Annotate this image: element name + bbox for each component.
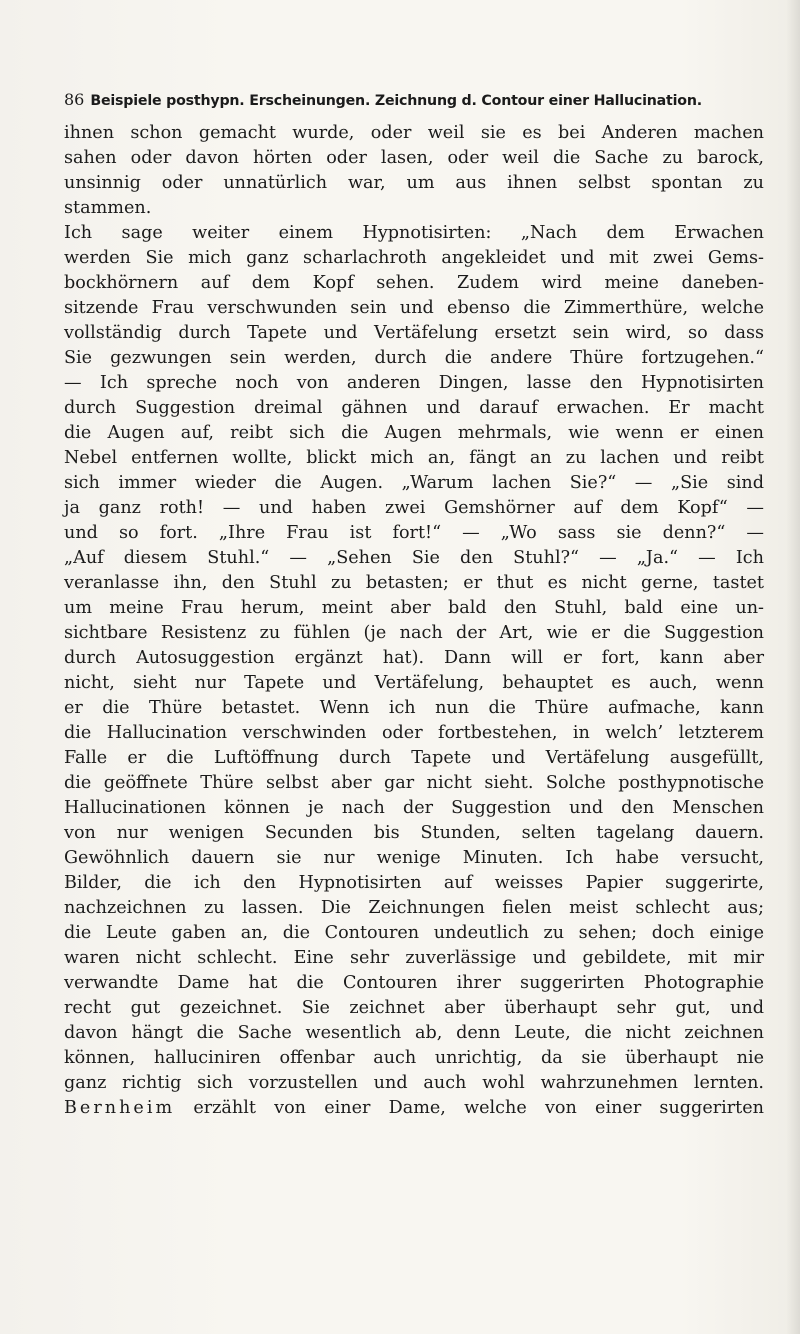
running-header	[64, 90, 764, 109]
text-line: nicht, sieht nur Tapete und Vertäfelung, behauptet es auch, wenn	[64, 673, 764, 693]
text-line: ja ganz roth! — und haben zwei Gemshörner auf dem Kopf“ —	[64, 498, 764, 518]
text-line: verwandte Dame hat die Contouren ihrer suggerirten Photographie	[64, 973, 764, 993]
text-line: bockhörnern auf dem Kopf sehen. Zudem wird meine daneben-	[64, 273, 764, 293]
text-line: Falle er die Luftöffnung durch Tapete und Vertäfelung ausgefüllt,	[64, 748, 764, 768]
page-edge-shadow	[786, 0, 800, 1334]
text-line: „Auf diesem Stuhl.“ — „Sehen Sie den Stuhl?“ — „Ja.“ — Ich	[64, 548, 764, 568]
text-line: können, halluciniren offenbar auch unrichtig, da sie überhaupt nie	[64, 1048, 764, 1068]
text-line: stammen.	[64, 198, 152, 218]
text-line: waren nicht schlecht. Eine sehr zuverlässige und gebildete, mit mir	[64, 948, 764, 968]
text-line: sahen oder davon hörten oder lasen, oder weil die Sache zu barock,	[64, 148, 764, 168]
text-line: durch Suggestion dreimal gähnen und darauf erwachen. Er macht	[64, 398, 764, 418]
text-line: und so fort. „Ihre Frau ist fort!“ — „Wo sass sie denn?“ —	[64, 523, 764, 543]
text-line: Hallucinationen können je nach der Suggestion und den Menschen	[64, 798, 764, 818]
text-line: Ich sage weiter einem Hypnotisirten: „Nach dem Erwachen	[64, 223, 764, 243]
text-line: veranlasse ihn, den Stuhl zu betasten; er thut es nicht gerne, tastet	[64, 573, 764, 593]
author-name-spaced: Bernheim	[64, 1098, 176, 1118]
text-line: Bilder, die ich den Hypnotisirten auf weisses Papier suggerirte,	[64, 873, 764, 893]
text-line	[64, 1096, 764, 1121]
text-line: sich immer wieder die Augen. „Warum lachen Sie?“ — „Sie sind	[64, 473, 764, 493]
text-line: er die Thüre betastet. Wenn ich nun die Thüre aufmache, kann	[64, 698, 764, 718]
page-number: 86	[64, 90, 85, 109]
running-title: Beispiele posthypn. Erscheinungen. Zeichnung d. Contour einer Hallucination.	[90, 93, 702, 109]
body-text	[64, 121, 764, 1121]
text-line: ihnen schon gemacht wurde, oder weil sie es bei Anderen machen	[64, 123, 764, 143]
text-line: die Augen auf, reibt sich die Augen mehrmals, wie wenn er einen	[64, 423, 764, 443]
text-line: die Leute gaben an, die Contouren undeutlich zu sehen; doch einige	[64, 923, 764, 943]
text-line: durch Autosuggestion ergänzt hat). Dann will er fort, kann aber	[64, 648, 764, 668]
text-line-rest: erzählt von einer Dame, welche von einer suggerirten	[175, 1098, 764, 1118]
text-line: recht gut gezeichnet. Sie zeichnet aber überhaupt sehr gut, und	[64, 998, 764, 1018]
text-line: Nebel entfernen wollte, blickt mich an, fängt an zu lachen und reibt	[64, 448, 764, 468]
text-line: die Hallucination verschwinden oder fortbestehen, in welch’ letzterem	[64, 723, 764, 743]
text-line: werden Sie mich ganz scharlachroth angekleidet und mit zwei Gems-	[64, 248, 764, 268]
text-line: unsinnig oder unnatürlich war, um aus ihnen selbst spontan zu	[64, 173, 764, 193]
text-line: davon hängt die Sache wesentlich ab, denn Leute, die nicht zeichnen	[64, 1023, 764, 1043]
text-line: von nur wenigen Secunden bis Stunden, selten tagelang dauern.	[64, 823, 764, 843]
text-line: — Ich spreche noch von anderen Dingen, lasse den Hypnotisirten	[64, 373, 764, 393]
text-line: sitzende Frau verschwunden sein und ebenso die Zimmerthüre, welche	[64, 298, 764, 318]
text-line: ganz richtig sich vorzustellen und auch wohl wahrzunehmen lernten.	[64, 1073, 764, 1093]
text-line: Gewöhnlich dauern sie nur wenige Minuten. Ich habe versucht,	[64, 848, 764, 868]
text-line: sichtbare Resistenz zu fühlen (je nach der Art, wie er die Suggestion	[64, 623, 764, 643]
text-line: nachzeichnen zu lassen. Die Zeichnungen fielen meist schlecht aus;	[64, 898, 764, 918]
text-line: um meine Frau herum, meint aber bald den Stuhl, bald eine un-	[64, 598, 764, 618]
text-line: die geöffnete Thüre selbst aber gar nicht sieht. Solche posthypnotische	[64, 773, 764, 793]
text-line: vollständig durch Tapete und Vertäfelung ersetzt sein wird, so dass	[64, 323, 764, 343]
text-line: Sie gezwungen sein werden, durch die andere Thüre fortzugehen.“	[64, 348, 764, 368]
